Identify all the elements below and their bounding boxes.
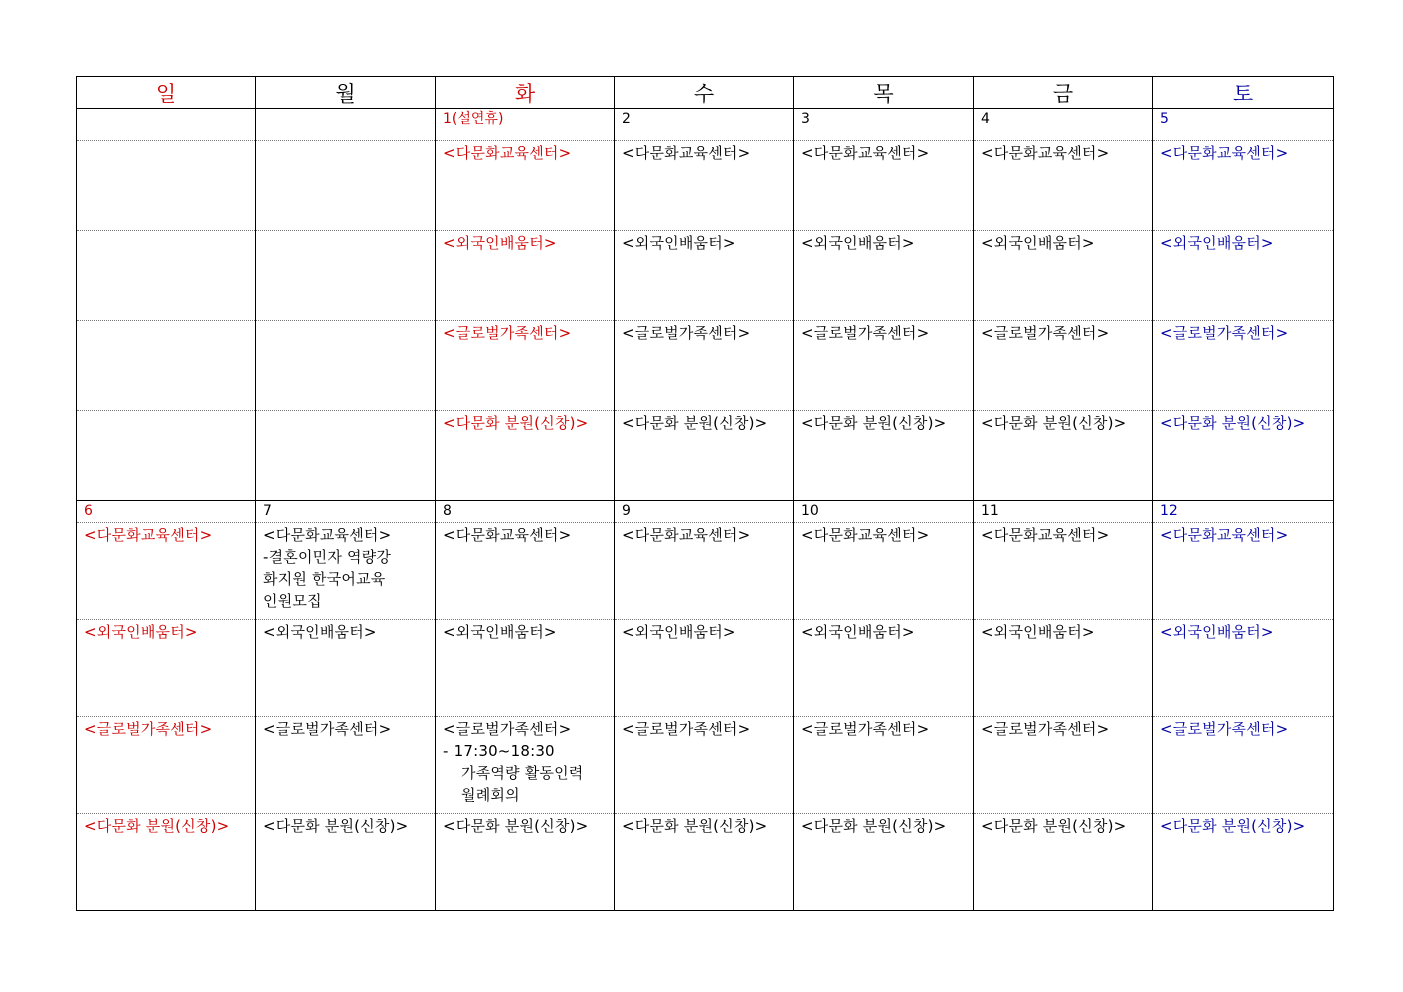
entry-cell: <외국인배움터> xyxy=(77,620,256,717)
entry-cell: <다문화 분원(신창)> xyxy=(794,411,974,501)
entry-cell: <다문화 분원(신창)> xyxy=(1153,814,1334,911)
date-cell: 10 xyxy=(794,501,974,523)
weekday-tue: 화 xyxy=(436,77,615,109)
entry-cell: <다문화 분원(신창)> xyxy=(974,814,1153,911)
entry-cell: <다문화 분원(신창)> xyxy=(974,411,1153,501)
week1-row-branch xyxy=(77,411,1334,501)
entry-cell: <글로벌가족센터> xyxy=(794,717,974,814)
week2-row-center xyxy=(77,523,1334,620)
entry-cell: <다문화교육센터> xyxy=(794,523,974,620)
weekday-header xyxy=(77,77,1334,109)
date-cell: 6 xyxy=(77,501,256,523)
date-cell: 7 xyxy=(256,501,436,523)
entry-title: <다문화교육센터> xyxy=(263,526,392,544)
week1-row-family xyxy=(77,321,1334,411)
entry-cell: <외국인배움터> xyxy=(1153,231,1334,321)
weekday-thu: 목 xyxy=(794,77,974,109)
entry-cell: <다문화 분원(신창)> xyxy=(436,411,615,501)
note-line: -결혼이민자 역량강 xyxy=(263,548,392,566)
entry-cell: <글로벌가족센터> xyxy=(256,717,436,814)
date-cell xyxy=(256,109,436,141)
date-cell xyxy=(77,109,256,141)
entry-cell: <다문화 분원(신창)> xyxy=(256,814,436,911)
entry-cell: <다문화교육센터> xyxy=(1153,141,1334,231)
entry-cell: <외국인배움터> xyxy=(615,620,794,717)
note-line: 가족역량 활동인력 xyxy=(461,764,584,782)
entry-cell: <다문화 분원(신창)> xyxy=(794,814,974,911)
date-cell: 5 xyxy=(1153,109,1334,141)
entry-cell xyxy=(77,411,256,501)
weekday-mon: 월 xyxy=(256,77,436,109)
weekday-fri: 금 xyxy=(974,77,1153,109)
note-line: - 17:30~18:30 xyxy=(443,742,555,760)
entry-cell xyxy=(256,321,436,411)
entry-cell: <글로벌가족센터> xyxy=(1153,321,1334,411)
week2-dates xyxy=(77,501,1334,523)
entry-cell xyxy=(256,231,436,321)
entry-cell: <외국인배움터> xyxy=(794,620,974,717)
entry-cell: <글로벌가족센터> xyxy=(615,717,794,814)
week1-dates xyxy=(77,109,1334,141)
note-line: 인원모집 xyxy=(263,592,322,610)
date-cell: 12 xyxy=(1153,501,1334,523)
date-cell: 1(설연휴) xyxy=(436,109,615,141)
date-cell: 3 xyxy=(794,109,974,141)
entry-cell xyxy=(77,141,256,231)
date-cell: 4 xyxy=(974,109,1153,141)
entry-cell: <글로벌가족센터> xyxy=(436,321,615,411)
week2-row-branch xyxy=(77,814,1334,911)
entry-title: <글로벌가족센터> xyxy=(443,720,572,738)
entry-cell: <다문화교육센터> xyxy=(615,523,794,620)
entry-cell: <외국인배움터> xyxy=(974,231,1153,321)
entry-cell xyxy=(256,141,436,231)
entry-cell: <외국인배움터> xyxy=(436,620,615,717)
entry-cell xyxy=(77,321,256,411)
date-cell: 2 xyxy=(615,109,794,141)
note-line: 화지원 한국어교육 xyxy=(263,570,386,588)
calendar-table xyxy=(76,76,1334,911)
entry-cell: <다문화 분원(신창)> xyxy=(615,411,794,501)
week2-row-family xyxy=(77,717,1334,814)
entry-cell: <다문화교육센터> xyxy=(1153,523,1334,620)
entry-cell: <글로벌가족센터> xyxy=(974,321,1153,411)
entry-cell: <다문화교육센터> xyxy=(974,523,1153,620)
entry-cell: <다문화 분원(신창)> xyxy=(436,814,615,911)
entry-cell: <다문화교육센터> xyxy=(794,141,974,231)
entry-cell: <외국인배움터> xyxy=(256,620,436,717)
entry-cell: <외국인배움터> xyxy=(794,231,974,321)
entry-cell: <다문화교육센터> xyxy=(615,141,794,231)
week1-row-center xyxy=(77,141,1334,231)
weekday-sun: 일 xyxy=(77,77,256,109)
entry-cell: <외국인배움터> xyxy=(436,231,615,321)
entry-cell: <글로벌가족센터> xyxy=(77,717,256,814)
entry-cell: <외국인배움터> xyxy=(974,620,1153,717)
entry-cell: <다문화교육센터> xyxy=(77,523,256,620)
entry-cell: <글로벌가족센터> xyxy=(974,717,1153,814)
entry-cell: <다문화 분원(신창)> xyxy=(77,814,256,911)
entry-cell-with-note xyxy=(436,717,615,814)
date-cell: 8 xyxy=(436,501,615,523)
date-cell: 11 xyxy=(974,501,1153,523)
entry-cell: <글로벌가족센터> xyxy=(615,321,794,411)
date-cell: 9 xyxy=(615,501,794,523)
weekday-wed: 수 xyxy=(615,77,794,109)
entry-cell xyxy=(256,411,436,501)
weekday-sat: 토 xyxy=(1153,77,1334,109)
week2-row-foreigner xyxy=(77,620,1334,717)
entry-cell: <외국인배움터> xyxy=(1153,620,1334,717)
entry-cell: <외국인배움터> xyxy=(615,231,794,321)
note-line: 월례회의 xyxy=(461,786,520,804)
entry-cell: <다문화교육센터> xyxy=(974,141,1153,231)
entry-cell: <다문화교육센터> xyxy=(436,523,615,620)
entry-cell-with-note xyxy=(256,523,436,620)
entry-cell: <다문화 분원(신창)> xyxy=(615,814,794,911)
entry-cell xyxy=(77,231,256,321)
week1-row-foreigner xyxy=(77,231,1334,321)
entry-cell: <글로벌가족센터> xyxy=(1153,717,1334,814)
entry-cell: <다문화 분원(신창)> xyxy=(1153,411,1334,501)
entry-cell: <글로벌가족센터> xyxy=(794,321,974,411)
entry-cell: <다문화교육센터> xyxy=(436,141,615,231)
